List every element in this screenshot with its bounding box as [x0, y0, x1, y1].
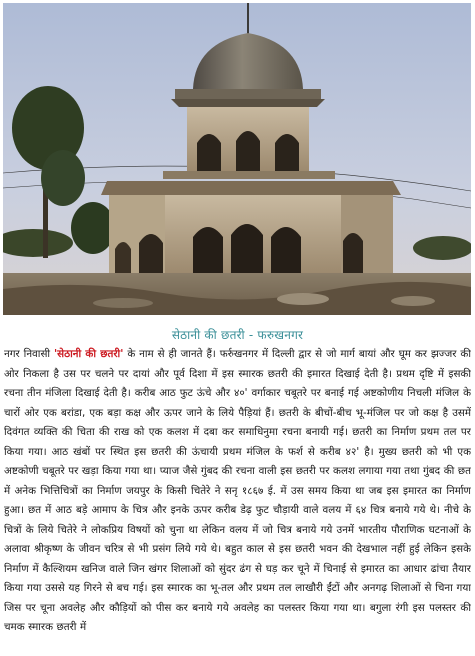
paragraph-intro: नगर निवासी [4, 348, 55, 360]
highlighted-name: 'सेठानी की छतरी' [54, 348, 124, 360]
photo-caption: सेठानी की छतरी - फरुखनगर [171, 328, 304, 342]
chhatri-illustration [3, 3, 471, 315]
paragraph-body: के नाम से ही जानते हैं। फर्रुखनगर में दिल्ली द्वार से जो मार्ग बायां और घूम कर झज्जर की ओर निकला है उस पर चलने पर दायां और पूर्व दिशा में इस स्मारक छतरी की इमारत दिखाई देती है। प्रथम दृष्टि में इसकी रचना तीन मंजिला दिखाई देती है। करीब आठ फुट ऊंचे और ४०' वर्गाकार चबूतरे पर बनाई गई अष्टकोणीय निचली मंजिल के चारों ओर एक बरांडा, एक बड़ा कक्ष और ऊपर जाने के लिये पैड़ियां हैं। छतरी के बीचों-बीच भू-मंजिल पर जो कक्ष है उसमें दिवंगत व्यक्ति की चिता की राख को एक कलश में दबा कर समाधिनुमा रचना बनायी गई। छतरी का निर्माण प्रथम तल पर किया गया। आठ खंबों पर स्थित इस छतरी की ऊंचायी प्रथम मंजिल के फर्श से करीब ४२' है। मुख्य छतरी को भी एक अष्टकोणी चबूतरे पर खड़ा किया गया था। प्याज जैसे गुंबद की रचना वाली इस छतरी पर कलश लगाया गया तथा गुंबद की छत में अनेक भित्तिचित्रों का निर्माण जयपुर के किसी चितेरे ने सनृ १८६७ ई. में उस समय किया था जब इस इमारत का निर्माण हुआ। छत में आठ बड़े आमाप के चित्र और इनके ऊपर करीब डेढ़ फुट चौड़ायी वाले वलय में ६४ चित्र बनाये गये थे। नीचे के चित्रों के लिये चितेरे ने लोकप्रिय विषयों को चुना था लेकिन वलय में जो चित्र बनाये गये उनमें भारतीय पौराणिक घटनाओं के अलावा श्रीकृष्ण के जीवन चरित्र से भी प्रसंग लिये गये थे। बहुत काल से इस छतरी भवन की देखभाल नहीं हुई लेकिन इसके निर्माण में कैल्शियम खनिज वाले जिन खंगर शिलाओं को सुंदर ढंग से घड़ कर चूने में चिनाई से इमारत का आधार ढांचा तैयार किया गया उससे यह गिरने से बच गई। इस स्मारक का भू-तल और प्रथम तल लाखौरी ईंटों और अनगढ़ शिलाओं से चिना गया जिस पर चूना अवलेह और कौड़ियों को पीस कर बनाये गये अवलेह का पलस्तर किया गया था। बगुला रंगी इस पलस्तर की चमक स्मारक छतरी में [4, 348, 471, 633]
article-paragraph [4, 345, 471, 656]
monument-photo [3, 3, 471, 315]
